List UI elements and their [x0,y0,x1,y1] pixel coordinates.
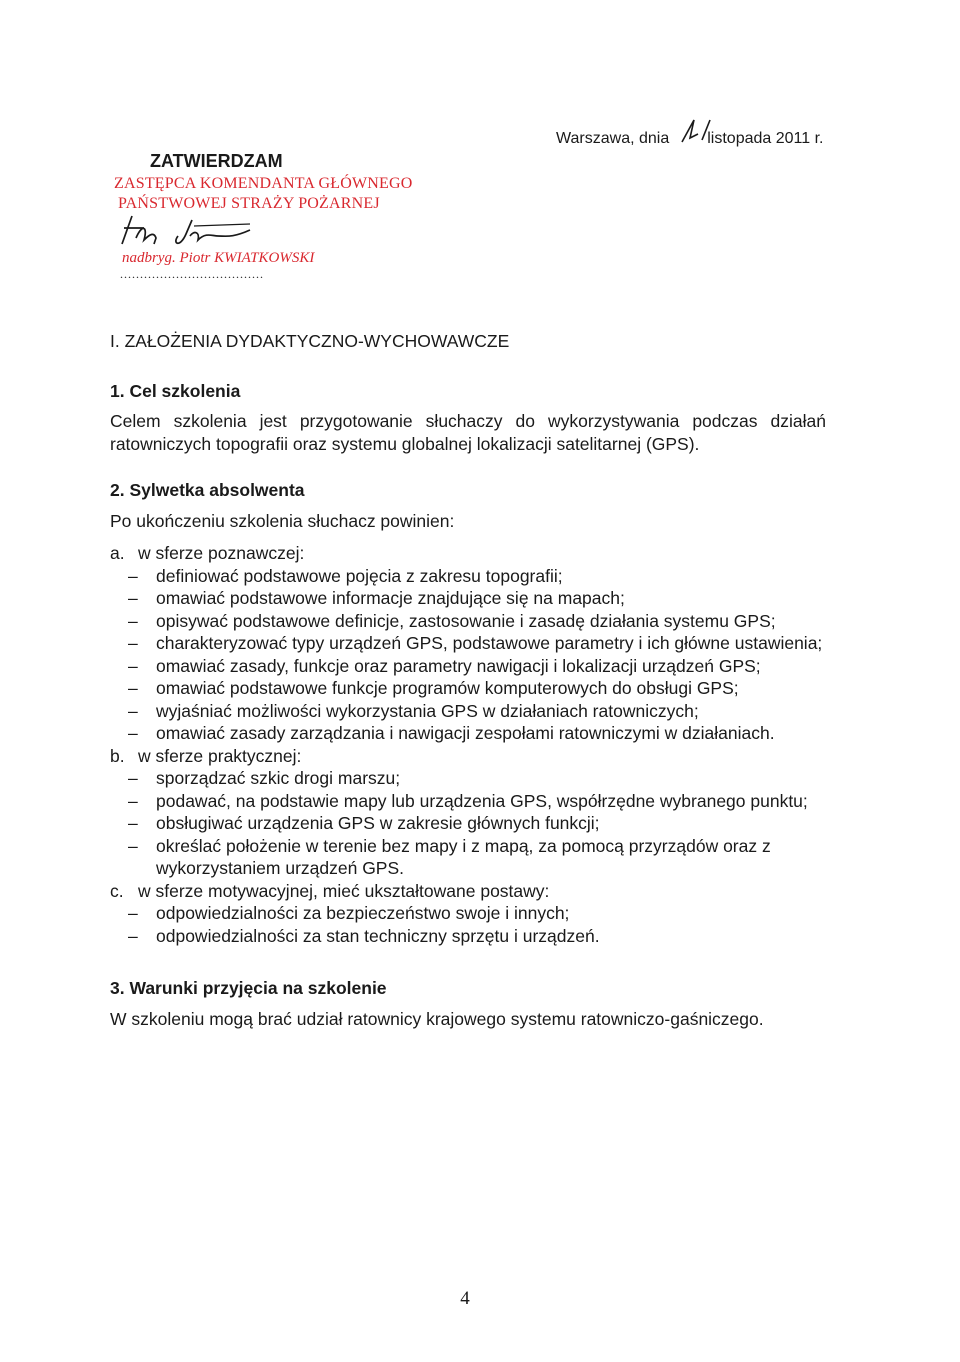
place-date-prefix: Warszawa, dnia [556,130,670,147]
section-3-text: W szkoleniu mogą brać udział ratownicy krajowego systemu ratowniczo-gaśniczego. [110,1008,764,1029]
list-item: – obsługiwać urządzenia GPS w zakresie głównych funkcji; [128,812,826,835]
subsection-b-list [110,767,826,880]
list-item: – omawiać zasady zarządzania i nawigacji zespołami ratowniczymi w działaniach. [128,722,826,745]
subsection-c-list [110,902,826,947]
place-date [556,130,823,148]
stamp-line-1: ZASTĘPCA KOMENDANTA GŁÓWNEGO [114,175,413,192]
subsection-c [110,880,826,903]
dotted-line: .................................... [120,267,264,281]
subsection-b-title: w sferze praktycznej: [138,745,302,766]
page-number: 4 [460,1288,470,1309]
handwritten-signature [114,214,354,250]
list-item: – omawiać podstawowe informacje znajdujące się na mapach; [128,587,826,610]
list-item: – opisywać podstawowe definicje, zastosowanie i zasadę działania systemu GPS; [128,610,826,633]
subsection-b-letter: b. [110,745,125,766]
section-2-intro: Po ukończeniu szkolenia słuchacz powinien: [110,510,455,531]
list-item: – wyjaśniać możliwości wykorzystania GPS w działaniach ratowniczych; [128,700,826,723]
list-item: – podawać, na podstawie mapy lub urządzenia GPS, współrzędne wybranego punktu; [128,790,826,813]
section-1-text: Celem szkolenia jest przygotowanie słuchaczy do wykorzystywania podczas działań ratowniczych topografii oraz systemu globalnej lokalizacji satelitarnej (GPS). [110,411,826,454]
list-item: – omawiać podstawowe funkcje programów komputerowych do obsługi GPS; [128,677,826,700]
subsection-c-letter: c. [110,880,124,901]
subsection-a-title: w sferze poznawczej: [138,543,305,563]
handwritten-day-signature [676,116,716,148]
stamp-line-2: PAŃSTWOWEJ STRAŻY POŻARNEJ [118,195,380,212]
section-1-heading: 1. Cel szkolenia [110,380,241,401]
approval-title: ZATWIERDZAM [150,151,283,171]
place-date-suffix: listopada 2011 r. [707,130,824,147]
subsection-a-letter: a. [110,543,125,563]
section-3-heading: 3. Warunki przyjęcia na szkolenie [110,978,387,998]
list-item: – definiować podstawowe pojęcia z zakresu topografii; [128,565,826,588]
subsection-a-list [110,565,826,745]
approval-stamp [114,174,413,281]
document-body [110,330,826,1030]
signer-name: nadbryg. Piotr KWIATKOWSKI [122,250,315,266]
section-2-heading: 2. Sylwetka absolwenta [110,480,305,500]
list-item: – omawiać zasady, funkcje oraz parametry nawigacji i lokalizacji urządzeń GPS; [128,655,826,678]
subsection-c-title: w sferze motywacyjnej, mieć ukształtowane postawy: [138,880,550,901]
subsection-a [110,542,826,565]
list-item: – odpowiedzialności za stan techniczny sprzętu i urządzeń. [128,925,826,948]
list-item: – odpowiedzialności za bezpieczeństwo swoje i innych; [128,902,826,925]
subsection-b [110,745,826,768]
part-heading: I. ZAŁOŻENIA DYDAKTYCZNO-WYCHOWAWCZE [110,331,510,351]
list-item: – określać położenie w terenie bez mapy i z mapą, za pomocą przyrządów oraz z wykorzystaniem urządzeń GPS. [128,835,826,880]
list-item: – charakteryzować typy urządzeń GPS, podstawowe parametry i ich główne ustawienia; [128,632,826,655]
list-item: – sporządzać szkic drogi marszu; [128,767,826,790]
